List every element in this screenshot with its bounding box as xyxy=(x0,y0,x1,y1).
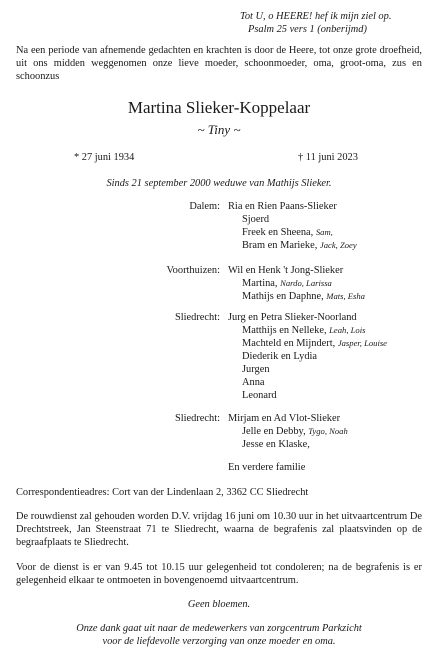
deceased-nickname: ~ Tiny ~ xyxy=(197,122,241,137)
condolence-details: Voor de dienst is er van 9.45 tot 10.15 uur gelegenheid tot condoleren; na de begrafenis is er gelegenheid elkaar te ontmoeten in bovengenoemd uitvaartcentrum. xyxy=(16,562,422,586)
family-place: Sliedrecht: xyxy=(174,312,220,323)
family-member: Diederik en Lydia xyxy=(242,351,318,362)
birth-date: * 27 juni 1934 xyxy=(74,152,135,163)
family-member: Leonard xyxy=(242,390,277,401)
thanks-line: Onze dank gaat uit naar de medewerkers van zorgcentrum Parkzicht xyxy=(76,623,362,634)
family-member: Machteld en Mijndert, Jasper, Louise xyxy=(242,338,387,349)
family-couple: Mirjam en Ad Vlot-Slieker xyxy=(228,413,341,424)
family-member: Anna xyxy=(242,377,265,388)
deceased-name: Martina Slieker-Koppelaar xyxy=(127,98,311,117)
family-place: Sliedrecht: xyxy=(174,413,220,424)
service-details: De rouwdienst zal gehouden worden D.V. vrijdag 16 juni om 10.30 uur in het uitvaartcentrum De Drechtstreek, Jan Steenstraat 71 te Sliedrecht, waarna de begrafenis zal plaatsvinden op de begraafplaats te Sliedrecht. xyxy=(16,511,422,548)
family-member: Jelle en Debby, Tygo, Noah xyxy=(242,426,348,437)
verse xyxy=(240,10,426,36)
further-family: En verdere familie xyxy=(228,462,306,473)
family-member: Freek en Sheena, Sam, xyxy=(242,227,333,238)
death-date: † 11 juni 2023 xyxy=(298,152,358,163)
thanks xyxy=(0,622,438,648)
family-member: Jesse en Klaske, xyxy=(242,439,310,450)
family-member: Sjoerd xyxy=(242,214,270,225)
widow-line: Sinds 21 september 2000 weduwe van Mathijs Slieker. xyxy=(106,178,332,189)
verse-text: Tot U, o HEERE! hef ik mijn ziel op. xyxy=(240,11,392,22)
family-member: Martina, Nardo, Larissa xyxy=(242,278,332,289)
family-member: Jurgen xyxy=(242,364,270,375)
family-couple: Jurg en Petra Slieker-Noorland xyxy=(228,312,357,323)
family-couple: Ria en Rien Paans-Slieker xyxy=(228,201,337,212)
family-member: Mathijs en Daphne, Mats, Esha xyxy=(242,291,365,302)
intro-text: Na een periode van afnemende gedachten en krachten is door de Heere, tot onze grote droefheid, uit ons midden weggenomen onze lieve moeder, schoonmoeder, oma, groot-oma, zus en schoonzus xyxy=(16,45,422,82)
family-member: Bram en Marieke, Jack, Zoey xyxy=(242,240,357,251)
family-place: Voorthuizen: xyxy=(166,265,220,276)
correspondence-address: Correspondentieadres: Cort van der Lindenlaan 2, 3362 CC Sliedrecht xyxy=(16,487,309,498)
verse-reference: Psalm 25 vers 1 (onberijmd) xyxy=(248,24,367,35)
no-flowers: Geen bloemen. xyxy=(187,599,251,610)
family-member: Matthijs en Nelleke, Leah, Lois xyxy=(242,325,366,336)
thanks-line: voor de liefdevolle verzorging van onze moeder en oma. xyxy=(102,636,336,647)
family-couple: Wil en Henk 't Jong-Slieker xyxy=(228,265,344,276)
family-place: Dalem: xyxy=(189,201,220,212)
